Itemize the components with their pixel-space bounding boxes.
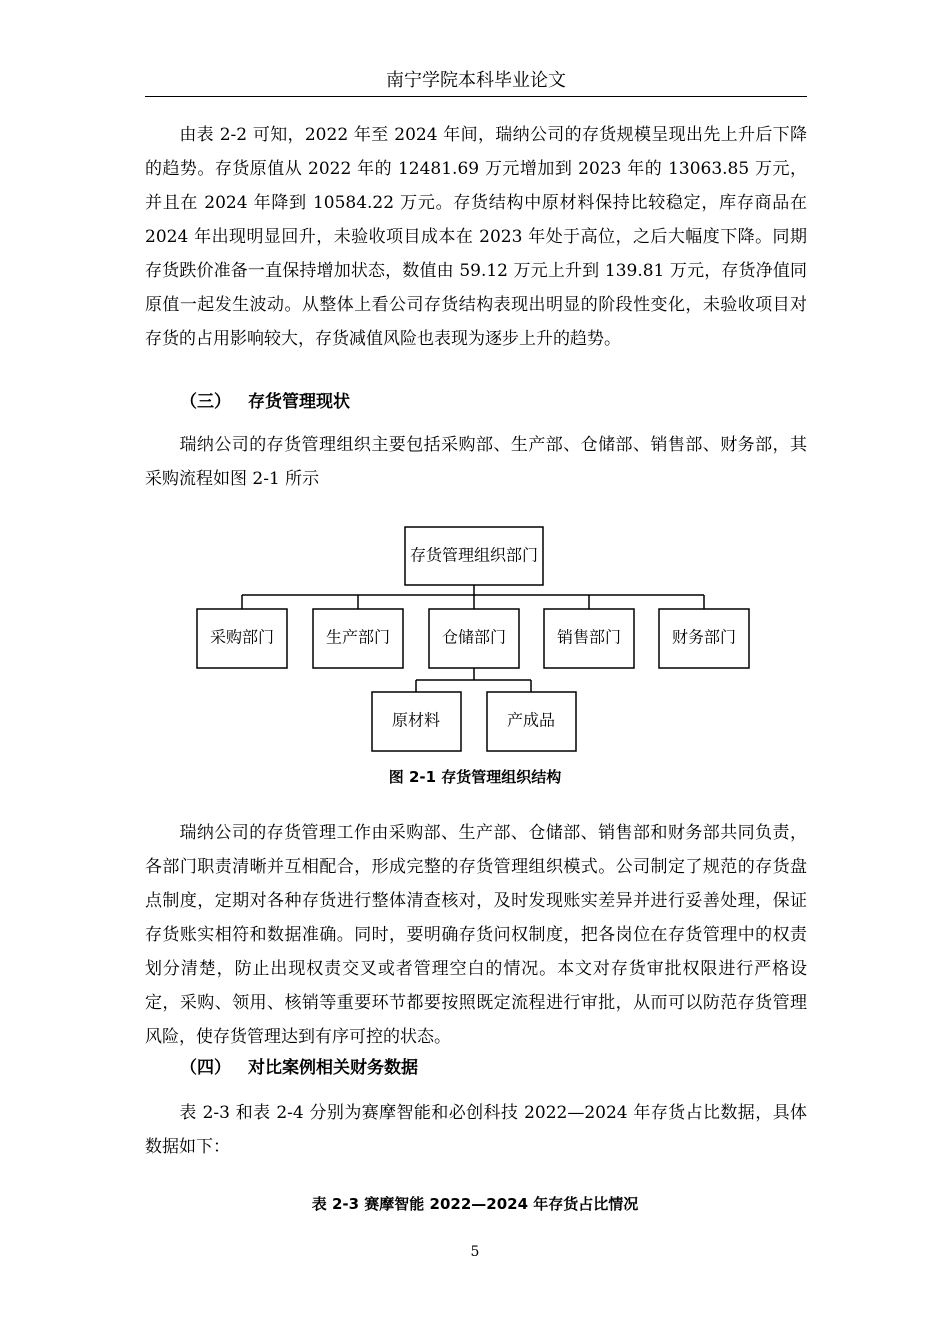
paragraph-org-description	[145, 816, 807, 1054]
org-dept-label-sales: 销售部门	[556, 627, 622, 647]
paragraph-text: 瑞纳公司的存货管理组织主要包括采购部、生产部、仓储部、销售部、财务部，其采购流程如图 2-1 所示	[145, 435, 807, 489]
section-number: （四）	[180, 1058, 231, 1078]
org-root-label: 存货管理组织部门	[409, 545, 539, 565]
paragraph-text: 表 2-3 和表 2-4 分别为赛摩智能和必创科技 2022—2024 年存货占比数据，具体数据如下：	[145, 1103, 807, 1157]
org-dept-label-finance: 财务部门	[671, 627, 737, 647]
paragraph-text: 瑞纳公司的存货管理工作由采购部、生产部、仓储部、销售部和财务部共同负责，各部门职责清晰并互相配合，形成完整的存货管理组织模式。公司制定了规范的存货盘点制度，定期对各种存货进行整体清查核对，及时发现账实差异并进行妥善处理，保证存货账实相符和数据准确。同时，要明确存货问权制度，把各岗位在存货管理中的权责划分清楚，防止出现权责交叉或者管理空白的情况。本文对存货审批权限进行严格设定，采购、领用、核销等重要环节都要按照既定流程进行审批，从而可以防范存货管理风险，使存货管理达到有序可控的状态。	[145, 823, 807, 1047]
section-title-text: 对比案例相关财务数据	[248, 1058, 418, 1078]
org-dept-label-procurement: 采购部门	[209, 627, 275, 647]
figure-caption: 图 2-1 存货管理组织结构	[388, 768, 562, 786]
page-number: 5	[470, 1244, 480, 1260]
org-child-label-raw-material: 原材料	[391, 710, 441, 730]
org-dept-label-warehouse: 仓储部门	[441, 627, 507, 647]
table-caption: 表 2-3 赛摩智能 2022—2024 年存货占比情况	[311, 1195, 639, 1213]
paragraph-comparison-intro	[145, 1096, 807, 1164]
section-title-text: 存货管理现状	[248, 392, 350, 412]
section-number: （三）	[180, 392, 231, 412]
section-heading-4	[180, 1056, 418, 1080]
page-header-title: 南宁学院本科毕业论文	[386, 70, 566, 91]
org-child-label-finished-goods: 产成品	[506, 710, 556, 730]
org-dept-label-production: 生产部门	[325, 627, 391, 647]
paragraph-text: 由表 2-2 可知，2022 年至 2024 年间，瑞纳公司的存货规模呈现出先上升后下降的趋势。存货原值从 2022 年的 12481.69 万元增加到 2023 年的 13063.85 万元，并且在 2024 年降到 10584.22 万元。存货结构中原材料保持比较稳定，库存商品在 2024 年出现明显回升，未验收项目成本在 2023 年处于高位，之后大幅度下降。同期存货跌价准备一直保持增加状态，数值由 59.12 万元上升到 139.81 万元，存货净值同原值一起发生波动。从整体上看公司存货结构表现出明显的阶段性变化，未验收项目对存货的占用影响较大，存货减值风险也表现为逐步上升的趋势。	[145, 125, 807, 349]
